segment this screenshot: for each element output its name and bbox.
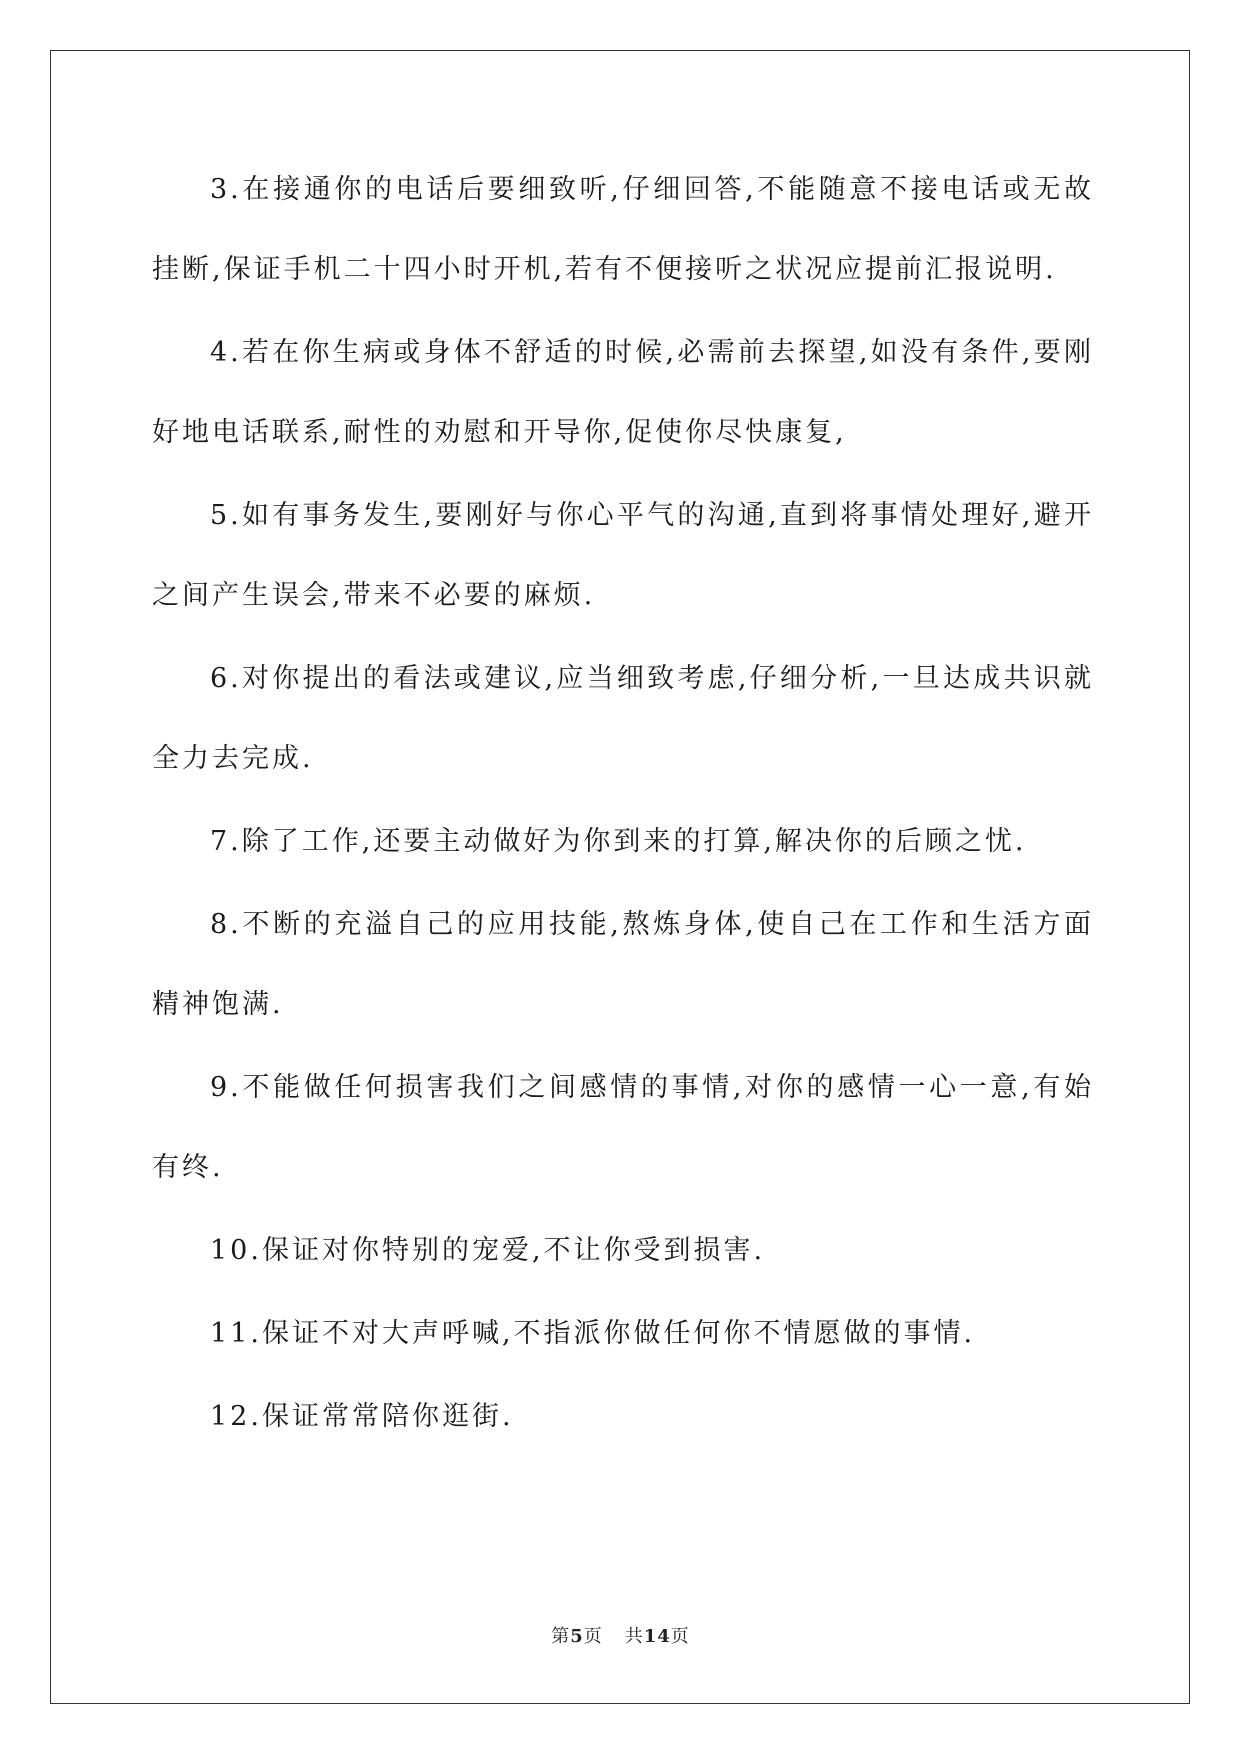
page-unit: 页 [583,1626,603,1647]
paragraph-item-7: 7.除了工作,还要主动做好为你到来的打算,解决你的后顾之忧. [210,826,1027,857]
paragraph-item-8: 8.不断的充溢自己的应用技能,熬炼身体,使自己在工作和生活方面精神饱满. [152,909,1094,1020]
total-unit: 页 [670,1626,690,1647]
current-page-number: 5 [570,1626,584,1647]
paragraph-item-6: 6.对你提出的看法或建议,应当细致考虑,仔细分析,一旦达成共识就全力去完成. [152,663,1094,774]
paragraph-item-3: 3.在接通你的电话后要细致听,仔细回答,不能随意不接电话或无故挂断,保证手机二十四小时开机,若有不便接听之状况应提前汇报说明. [152,174,1094,285]
total-page-number: 14 [643,1626,671,1647]
paragraph-item-5: 5.如有事务发生,要刚好与你心平气的沟通,直到将事情处理好,避开之间产生误会,带来不必要的麻烦. [152,500,1094,611]
paragraph-item-10: 10.保证对你特别的宠爱,不让你受到损害. [210,1235,766,1266]
paragraph-item-12: 12.保证常常陪你逛街. [210,1401,514,1432]
page-number-footer [0,1622,1241,1648]
paragraph-item-11: 11.保证不对大声呼喊,不指派你做任何你不情愿做的事情. [210,1318,976,1349]
page-prefix: 第 [551,1626,571,1647]
document-body [152,150,1094,1457]
paragraph-item-9: 9.不能做任何损害我们之间感情的事情,对你的感情一心一意,有始有终. [152,1072,1094,1183]
total-prefix: 共 [624,1626,644,1647]
paragraph-item-4: 4.若在你生病或身体不舒适的时候,必需前去探望,如没有条件,要刚好地电话联系,耐性的劝慰和开导你,促使你尽快康复, [152,337,1094,448]
